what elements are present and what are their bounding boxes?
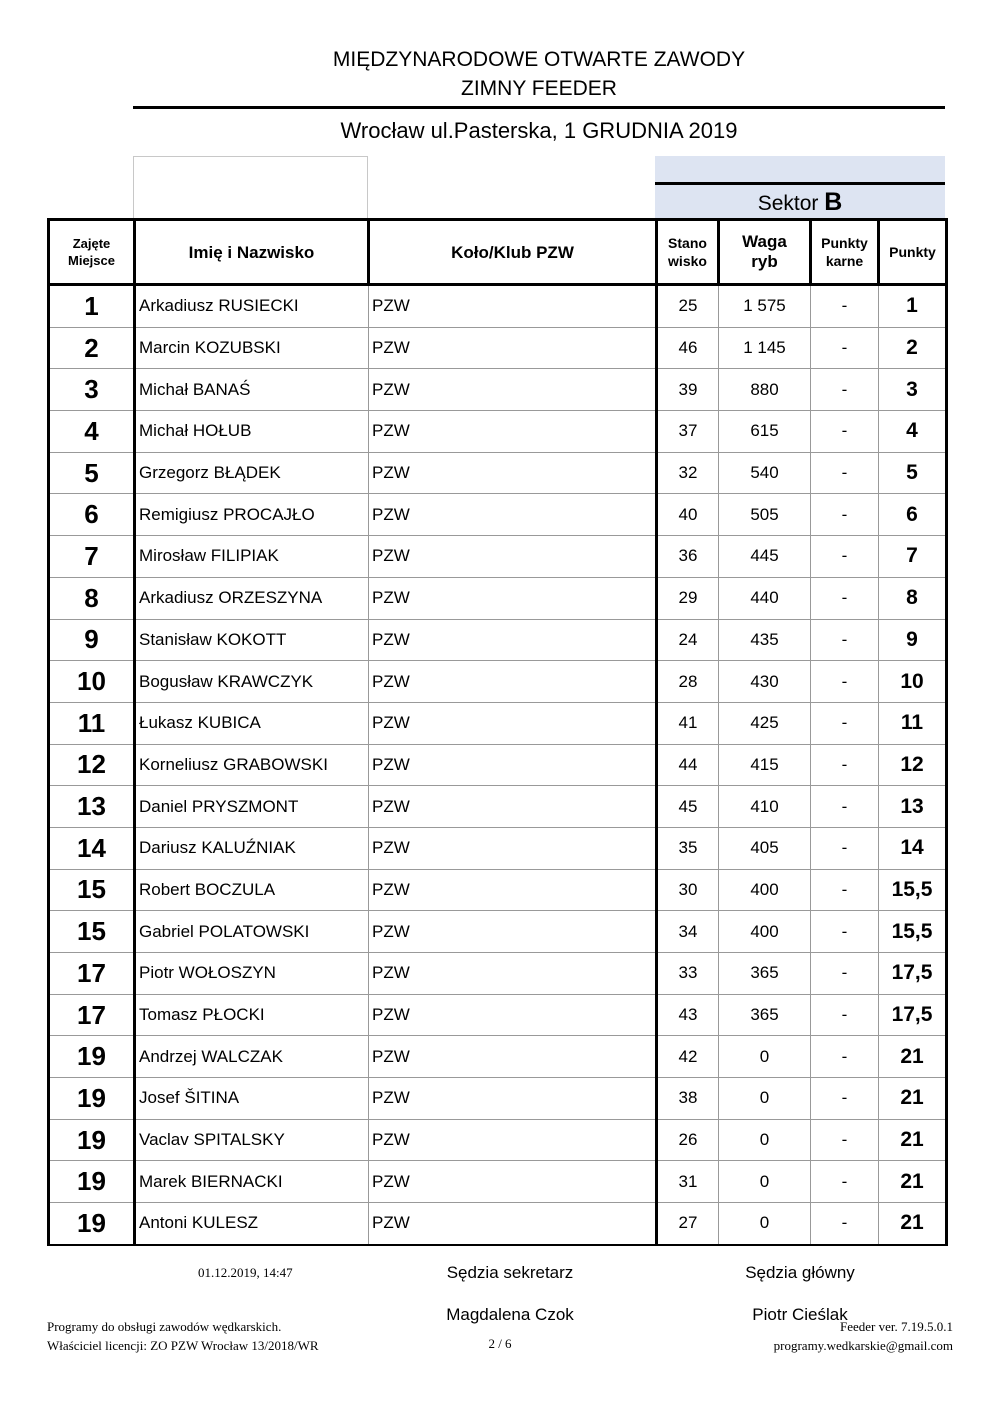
row-weight: 445 bbox=[719, 536, 811, 578]
header-points: Punkty bbox=[879, 220, 947, 285]
row-club: PZW bbox=[369, 536, 657, 578]
chief-judge-name: Piotr Cieślak bbox=[752, 1305, 848, 1324]
row-name: Piotr WOŁOSZYN bbox=[135, 953, 369, 995]
row-place: 15 bbox=[49, 911, 135, 953]
row-name: Gabriel POLATOWSKI bbox=[135, 911, 369, 953]
table-row bbox=[49, 1036, 947, 1078]
row-points: 21 bbox=[879, 1036, 947, 1078]
header-stand-line1: Stano bbox=[668, 235, 707, 251]
row-name: Antoni KULESZ bbox=[135, 1203, 369, 1245]
row-points: 8 bbox=[879, 577, 947, 619]
row-place: 2 bbox=[49, 327, 135, 369]
table-row bbox=[49, 744, 947, 786]
row-points: 14 bbox=[879, 827, 947, 869]
row-weight: 430 bbox=[719, 661, 811, 703]
row-weight: 0 bbox=[719, 1036, 811, 1078]
row-weight: 410 bbox=[719, 786, 811, 828]
row-stand: 29 bbox=[657, 577, 719, 619]
row-points: 3 bbox=[879, 369, 947, 411]
row-penalty: - bbox=[811, 827, 879, 869]
row-name: Grzegorz BŁĄDEK bbox=[135, 452, 369, 494]
footer-version: Feeder ver. 7.19.5.0.1 bbox=[839, 1319, 953, 1334]
row-penalty: - bbox=[811, 494, 879, 536]
row-weight: 435 bbox=[719, 619, 811, 661]
table-row bbox=[49, 494, 947, 536]
row-points: 5 bbox=[879, 452, 947, 494]
row-points: 15,5 bbox=[879, 911, 947, 953]
row-name: Korneliusz GRABOWSKI bbox=[135, 744, 369, 786]
row-weight: 0 bbox=[719, 1161, 811, 1203]
row-penalty: - bbox=[811, 452, 879, 494]
row-weight: 405 bbox=[719, 827, 811, 869]
row-points: 6 bbox=[879, 494, 947, 536]
row-place: 3 bbox=[49, 369, 135, 411]
row-weight: 615 bbox=[719, 411, 811, 453]
header-weight-line1: Waga bbox=[742, 232, 787, 251]
row-weight: 540 bbox=[719, 452, 811, 494]
row-penalty: - bbox=[811, 285, 879, 328]
row-weight: 365 bbox=[719, 994, 811, 1036]
row-points: 4 bbox=[879, 411, 947, 453]
row-club: PZW bbox=[369, 786, 657, 828]
table-row bbox=[49, 702, 947, 744]
row-stand: 37 bbox=[657, 411, 719, 453]
row-stand: 34 bbox=[657, 911, 719, 953]
row-name: Josef ŠITINA bbox=[135, 1078, 369, 1120]
row-stand: 39 bbox=[657, 369, 719, 411]
venue-date: Wrocław ul.Pasterska, 1 GRUDNIA 2019 bbox=[340, 118, 738, 143]
row-club: PZW bbox=[369, 744, 657, 786]
sector-box bbox=[655, 156, 945, 219]
table-row bbox=[49, 869, 947, 911]
row-points: 1 bbox=[879, 285, 947, 328]
row-place: 11 bbox=[49, 702, 135, 744]
row-place: 17 bbox=[49, 994, 135, 1036]
chief-judge-title: Sędzia główny bbox=[745, 1263, 855, 1282]
table-row bbox=[49, 1078, 947, 1120]
header-penalty bbox=[811, 220, 879, 285]
row-stand: 36 bbox=[657, 536, 719, 578]
row-club: PZW bbox=[369, 1119, 657, 1161]
row-points: 21 bbox=[879, 1161, 947, 1203]
row-points: 17,5 bbox=[879, 953, 947, 995]
row-name: Mirosław FILIPIAK bbox=[135, 536, 369, 578]
row-name: Robert BOCZULA bbox=[135, 869, 369, 911]
table-row bbox=[49, 786, 947, 828]
row-weight: 425 bbox=[719, 702, 811, 744]
row-points: 17,5 bbox=[879, 994, 947, 1036]
row-club: PZW bbox=[369, 1203, 657, 1245]
footer-license: Właściciel licencji: ZO PZW Wrocław 13/2018/WR bbox=[47, 1338, 319, 1353]
row-stand: 30 bbox=[657, 869, 719, 911]
row-weight: 505 bbox=[719, 494, 811, 536]
row-name: Arkadiusz RUSIECKI bbox=[135, 285, 369, 328]
row-name: Tomasz PŁOCKI bbox=[135, 994, 369, 1036]
row-points: 15,5 bbox=[879, 869, 947, 911]
row-points: 21 bbox=[879, 1119, 947, 1161]
row-penalty: - bbox=[811, 786, 879, 828]
row-club: PZW bbox=[369, 911, 657, 953]
row-points: 21 bbox=[879, 1203, 947, 1245]
row-stand: 44 bbox=[657, 744, 719, 786]
row-place: 19 bbox=[49, 1161, 135, 1203]
row-stand: 28 bbox=[657, 661, 719, 703]
row-penalty: - bbox=[811, 911, 879, 953]
row-penalty: - bbox=[811, 577, 879, 619]
header-place-line1: Zajęte bbox=[72, 236, 111, 251]
blank-cell-right-border bbox=[367, 156, 368, 218]
row-club: PZW bbox=[369, 285, 657, 328]
row-club: PZW bbox=[369, 1161, 657, 1203]
footer-email: programy.wedkarskie@gmail.com bbox=[773, 1338, 953, 1353]
row-name: Łukasz KUBICA bbox=[135, 702, 369, 744]
row-club: PZW bbox=[369, 869, 657, 911]
table-row bbox=[49, 369, 947, 411]
row-stand: 35 bbox=[657, 827, 719, 869]
header-penalty-line2: karne bbox=[825, 253, 864, 269]
row-penalty: - bbox=[811, 1036, 879, 1078]
title-divider bbox=[133, 106, 945, 109]
row-club: PZW bbox=[369, 452, 657, 494]
row-penalty: - bbox=[811, 1161, 879, 1203]
footer-software-note: Programy do obsługi zawodów wędkarskich. bbox=[47, 1319, 282, 1334]
row-stand: 33 bbox=[657, 953, 719, 995]
table-row bbox=[49, 994, 947, 1036]
row-points: 7 bbox=[879, 536, 947, 578]
row-club: PZW bbox=[369, 327, 657, 369]
row-weight: 0 bbox=[719, 1203, 811, 1245]
table-row bbox=[49, 619, 947, 661]
row-place: 13 bbox=[49, 786, 135, 828]
row-points: 10 bbox=[879, 661, 947, 703]
table-row bbox=[49, 536, 947, 578]
row-club: PZW bbox=[369, 953, 657, 995]
row-stand: 26 bbox=[657, 1119, 719, 1161]
row-place: 1 bbox=[49, 285, 135, 328]
row-weight: 0 bbox=[719, 1078, 811, 1120]
row-stand: 40 bbox=[657, 494, 719, 536]
row-stand: 32 bbox=[657, 452, 719, 494]
print-datetime: 01.12.2019, 14:47 bbox=[198, 1265, 293, 1280]
title-line-2: ZIMNY FEEDER bbox=[461, 77, 617, 100]
row-weight: 0 bbox=[719, 1119, 811, 1161]
row-club: PZW bbox=[369, 1078, 657, 1120]
row-place: 10 bbox=[49, 661, 135, 703]
row-penalty: - bbox=[811, 536, 879, 578]
row-club: PZW bbox=[369, 702, 657, 744]
row-penalty: - bbox=[811, 1203, 879, 1245]
row-stand: 25 bbox=[657, 285, 719, 328]
row-name: Vaclav SPITALSKY bbox=[135, 1119, 369, 1161]
row-name: Bogusław KRAWCZYK bbox=[135, 661, 369, 703]
row-stand: 43 bbox=[657, 994, 719, 1036]
results-body bbox=[49, 285, 947, 1245]
row-penalty: - bbox=[811, 744, 879, 786]
row-points: 12 bbox=[879, 744, 947, 786]
sector-letter: B bbox=[824, 188, 843, 216]
table-row bbox=[49, 327, 947, 369]
row-name: Michał BANAŚ bbox=[135, 369, 369, 411]
row-place: 17 bbox=[49, 953, 135, 995]
row-place: 19 bbox=[49, 1036, 135, 1078]
header-weight bbox=[719, 220, 811, 285]
row-stand: 45 bbox=[657, 786, 719, 828]
row-penalty: - bbox=[811, 619, 879, 661]
header-place-line2: Miejsce bbox=[68, 253, 115, 268]
row-name: Arkadiusz ORZESZYNA bbox=[135, 577, 369, 619]
header-row bbox=[49, 220, 947, 285]
row-weight: 400 bbox=[719, 869, 811, 911]
row-weight: 415 bbox=[719, 744, 811, 786]
row-club: PZW bbox=[369, 369, 657, 411]
row-weight: 365 bbox=[719, 953, 811, 995]
row-penalty: - bbox=[811, 994, 879, 1036]
row-place: 19 bbox=[49, 1119, 135, 1161]
row-points: 21 bbox=[879, 1078, 947, 1120]
row-stand: 46 bbox=[657, 327, 719, 369]
row-penalty: - bbox=[811, 411, 879, 453]
row-stand: 38 bbox=[657, 1078, 719, 1120]
row-place: 4 bbox=[49, 411, 135, 453]
row-place: 8 bbox=[49, 577, 135, 619]
row-place: 5 bbox=[49, 452, 135, 494]
row-penalty: - bbox=[811, 1119, 879, 1161]
row-stand: 42 bbox=[657, 1036, 719, 1078]
row-club: PZW bbox=[369, 577, 657, 619]
row-penalty: - bbox=[811, 369, 879, 411]
row-club: PZW bbox=[369, 1036, 657, 1078]
secretary-name: Magdalena Czok bbox=[446, 1305, 574, 1324]
sector-prefix: Sektor bbox=[757, 192, 819, 215]
header-club: Koło/Klub PZW bbox=[369, 220, 657, 285]
row-place: 6 bbox=[49, 494, 135, 536]
row-stand: 27 bbox=[657, 1203, 719, 1245]
header-place bbox=[49, 220, 135, 285]
header-weight-line2: ryb bbox=[751, 252, 778, 271]
row-club: PZW bbox=[369, 994, 657, 1036]
row-points: 11 bbox=[879, 702, 947, 744]
row-club: PZW bbox=[369, 619, 657, 661]
header-name: Imię i Nazwisko bbox=[135, 220, 369, 285]
row-name: Marek BIERNACKI bbox=[135, 1161, 369, 1203]
table-row bbox=[49, 285, 947, 328]
row-stand: 31 bbox=[657, 1161, 719, 1203]
row-place: 19 bbox=[49, 1078, 135, 1120]
row-weight: 440 bbox=[719, 577, 811, 619]
row-name: Daniel PRYSZMONT bbox=[135, 786, 369, 828]
row-penalty: - bbox=[811, 327, 879, 369]
header-penalty-line1: Punkty bbox=[821, 235, 868, 251]
secretary-title: Sędzia sekretarz bbox=[446, 1263, 574, 1282]
row-penalty: - bbox=[811, 1078, 879, 1120]
row-weight: 400 bbox=[719, 911, 811, 953]
row-name: Andrzej WALCZAK bbox=[135, 1036, 369, 1078]
table-row bbox=[49, 411, 947, 453]
table-row bbox=[49, 911, 947, 953]
header-stand-line2: wisko bbox=[668, 253, 707, 269]
row-place: 7 bbox=[49, 536, 135, 578]
row-stand: 41 bbox=[657, 702, 719, 744]
row-name: Remigiusz PROCAJŁO bbox=[135, 494, 369, 536]
table-row bbox=[49, 953, 947, 995]
row-points: 13 bbox=[879, 786, 947, 828]
blank-cell-left-border bbox=[133, 156, 134, 218]
table-row bbox=[49, 1161, 947, 1203]
row-club: PZW bbox=[369, 494, 657, 536]
row-name: Dariusz KALUŹNIAK bbox=[135, 827, 369, 869]
row-stand: 24 bbox=[657, 619, 719, 661]
row-name: Stanisław KOKOTT bbox=[135, 619, 369, 661]
row-club: PZW bbox=[369, 827, 657, 869]
table-row bbox=[49, 1203, 947, 1245]
row-club: PZW bbox=[369, 411, 657, 453]
title-line-1: MIĘDZYNARODOWE OTWARTE ZAWODY bbox=[332, 48, 746, 71]
row-weight: 1 575 bbox=[719, 285, 811, 328]
sector-topbar bbox=[655, 182, 945, 185]
blank-cell-top-border bbox=[133, 156, 367, 157]
page-number: 2 / 6 bbox=[488, 1336, 512, 1351]
row-weight: 880 bbox=[719, 369, 811, 411]
row-name: Marcin KOZUBSKI bbox=[135, 327, 369, 369]
row-place: 15 bbox=[49, 869, 135, 911]
row-penalty: - bbox=[811, 702, 879, 744]
row-penalty: - bbox=[811, 953, 879, 995]
sector-label bbox=[655, 186, 945, 220]
table-row bbox=[49, 452, 947, 494]
row-weight: 1 145 bbox=[719, 327, 811, 369]
row-points: 2 bbox=[879, 327, 947, 369]
table-row bbox=[49, 1119, 947, 1161]
row-place: 14 bbox=[49, 827, 135, 869]
table-row bbox=[49, 827, 947, 869]
row-penalty: - bbox=[811, 661, 879, 703]
table-row bbox=[49, 661, 947, 703]
row-name: Michał HOŁUB bbox=[135, 411, 369, 453]
header-stand bbox=[657, 220, 719, 285]
results-table bbox=[47, 218, 948, 1246]
row-place: 9 bbox=[49, 619, 135, 661]
row-place: 12 bbox=[49, 744, 135, 786]
row-club: PZW bbox=[369, 661, 657, 703]
row-penalty: - bbox=[811, 869, 879, 911]
row-place: 19 bbox=[49, 1203, 135, 1245]
table-row bbox=[49, 577, 947, 619]
row-points: 9 bbox=[879, 619, 947, 661]
